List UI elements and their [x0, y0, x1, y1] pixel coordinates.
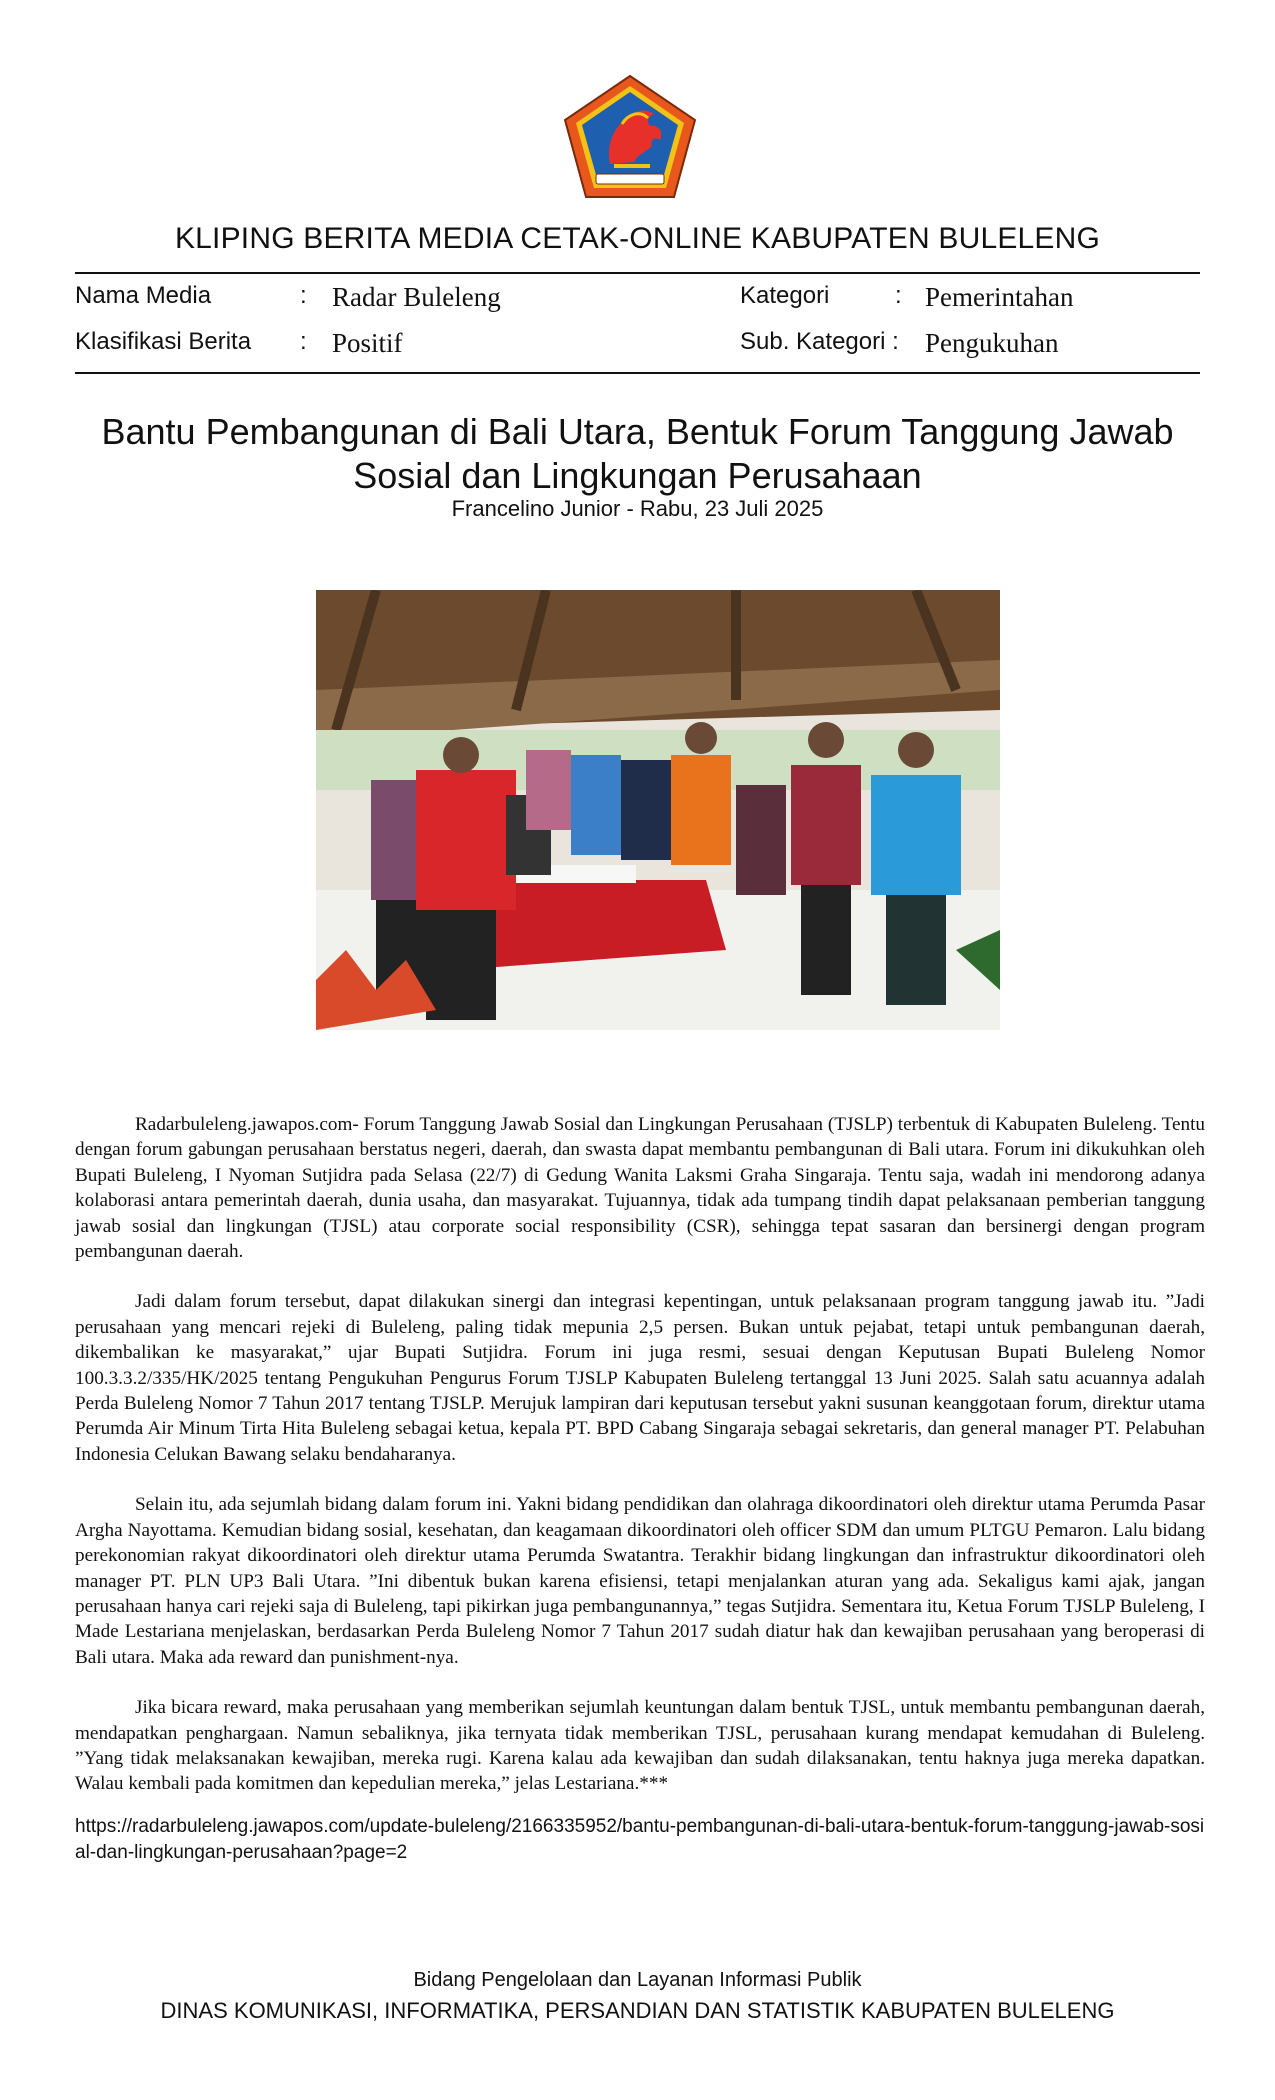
article-title: [90, 410, 1185, 498]
article-paragraph-3: Selain itu, ada sejumlah bidang dalam forum ini. Yakni bidang pendidikan dan olahraga dikoordinatori oleh direktur utama Perumda Pasar Argha Nayottama. Kemudian bidang sosial, kesehatan, dan keagamaan dikoordinatori oleh officer SDM dan umum PLTGU Pemaron. Lalu bidang perekonomian rakyat dikoordinatori oleh direktur utama Perumda Swatantra. Terakhir bidang lingkungan dan infrastruktur dikoordinatori oleh manager PT. PLN UP3 Bali Utara. ”Ini dibentuk bukan karena efisiensi, tetapi menjalankan aturan yang ada. Sekaligus kami ajak, jangan perusahaan hanya cari rejeki saja di Buleleng, tapi pikirkan juga pembangunannya,” tegas Sutjidra. Sementara itu, Ketua Forum TJSLP Buleleng, I Made Lestariana menjelaskan, berdasarkan Perda Buleleng Nomor 7 Tahun 2017 sudah diatur hak dan kewajiban perusahaan yang beroperasi di Bali utara. Maka ada reward dan punishment-nya.: [75, 1494, 1205, 1668]
article-paragraph-2: Jadi dalam forum tersebut, dapat dilakukan sinergi dan integrasi kepentingan, untuk pelaksanaan program tanggung jawab itu. ”Jadi perusahaan yang mencari rejeki di Buleleng, paling tidak mepunia 2,5 persen. Bukan untuk pejabat, tetapi untuk pembangunan daerah, dikembalikan ke masyarakat,” ujar Bupati Sutjidra. Forum ini juga resmi, sesuai dengan Keputusan Bupati Buleleng Nomor 100.3.3.2/335/HK/2025 tentang Pengukuhan Pengurus Forum TJSLP Kabupaten Buleleng tertanggal 13 Juni 2025. Salah satu acuannya adalah Perda Buleleng Nomor 7 Tahun 2017 tentang TJSLP. Merujuk lampiran dari keputusan tersebut yakni susunan keanggotaan forum, direktur utama Perumda Air Minum Tirta Hita Buleleng sebagai ketua, kepala PT. BPD Cabang Singaraja sebagai sekretaris, dan general manager PT. Pelabuhan Indonesia Celukan Bawang selaku bendaharanya.: [75, 1291, 1205, 1465]
subcategory-value: Pengukuhan: [925, 328, 1059, 358]
media-name-label: Nama Media: [75, 282, 212, 309]
category-value: Pemerintahan: [925, 282, 1074, 312]
buleleng-regency-logo: [562, 74, 698, 200]
clipping-header-title: KLIPING BERITA MEDIA CETAK-ONLINE KABUPATEN BULELENG: [174, 222, 1101, 255]
source-url[interactable]: https://radarbuleleng.jawapos.com/update-buleleng/2166335952/bantu-pembangunan-di-bali-utara-bentuk-forum-tanggung-jawab-sosial-dan-lingkungan-perusahaan?page=2: [75, 1816, 1205, 1863]
category-label: Kategori: [740, 282, 830, 309]
article-photo: [316, 590, 1000, 1030]
article-title-line-2: Sosial dan Lingkungan Perusahaan: [353, 455, 922, 496]
category-colon: :: [895, 282, 902, 309]
header-bottom-rule: [75, 372, 1200, 374]
article-byline: Francelino Junior - Rabu, 23 Juli 2025: [451, 496, 824, 521]
footer-department: Bidang Pengelolaan dan Layanan Informasi Publik: [413, 1969, 862, 1991]
media-name-colon: :: [300, 282, 307, 309]
subcategory-label: Sub. Kategori :: [740, 328, 899, 355]
article-title-line-1: Bantu Pembangunan di Bali Utara, Bentuk Forum Tanggung Jawab: [101, 411, 1174, 452]
article-paragraph-4: Jika bicara reward, maka perusahaan yang memberikan sejumlah keuntungan dalam bentuk TJSL, untuk membantu pembangunan daerah, mendapatkan penghargaan. Namun sebaliknya, jika ternyata tidak memberikan TJSL, perusahaan kurang mendapat kemudahan di Buleleng. ”Yang tidak melaksanakan kewajiban, mereka rugi. Karena kalau ada kewajiban dan sudah dilaksanakan, tentu haknya juga mereka dapatkan. Walau kembali pada komitmen dan kepedulian mereka,” jelas Lestariana.***: [75, 1697, 1205, 1795]
classification-colon: :: [300, 328, 307, 355]
classification-value: Positif: [332, 328, 403, 358]
classification-label: Klasifikasi Berita: [75, 328, 252, 355]
article-body: [75, 1112, 1205, 1822]
footer-agency: DINAS KOMUNIKASI, INFORMATIKA, PERSANDIAN DAN STATISTIK KABUPATEN BULELENG: [160, 1998, 1115, 2023]
header-top-rule: [75, 272, 1200, 274]
article-paragraph-1: Radarbuleleng.jawapos.com- Forum Tanggung Jawab Sosial dan Lingkungan Perusahaan (TJSLP) terbentuk di Kabupaten Buleleng. Tentu dengan forum gabungan perusahaan berstatus negeri, daerah, dan swasta dapat membantu pembangunan di Bali utara. Forum ini dikukuhkan oleh Bupati Buleleng, I Nyoman Sutjidra pada Selasa (22/7) di Gedung Wanita Laksmi Graha Singaraja. Tentu saja, wadah ini mendorong adanya kolaborasi antara pemerintah daerah, dunia usaha, dan masyarakat. Tujuannya, tidak ada tumpang tindih dapat pelaksanaan pemberian tanggung jawab sosial dan lingkungan (TJSL) atau corporate social responsibility (CSR), sehingga tepat sasaran dan bersinergi dengan program pembangunan daerah.: [75, 1114, 1205, 1263]
media-name-value: Radar Buleleng: [332, 282, 501, 312]
